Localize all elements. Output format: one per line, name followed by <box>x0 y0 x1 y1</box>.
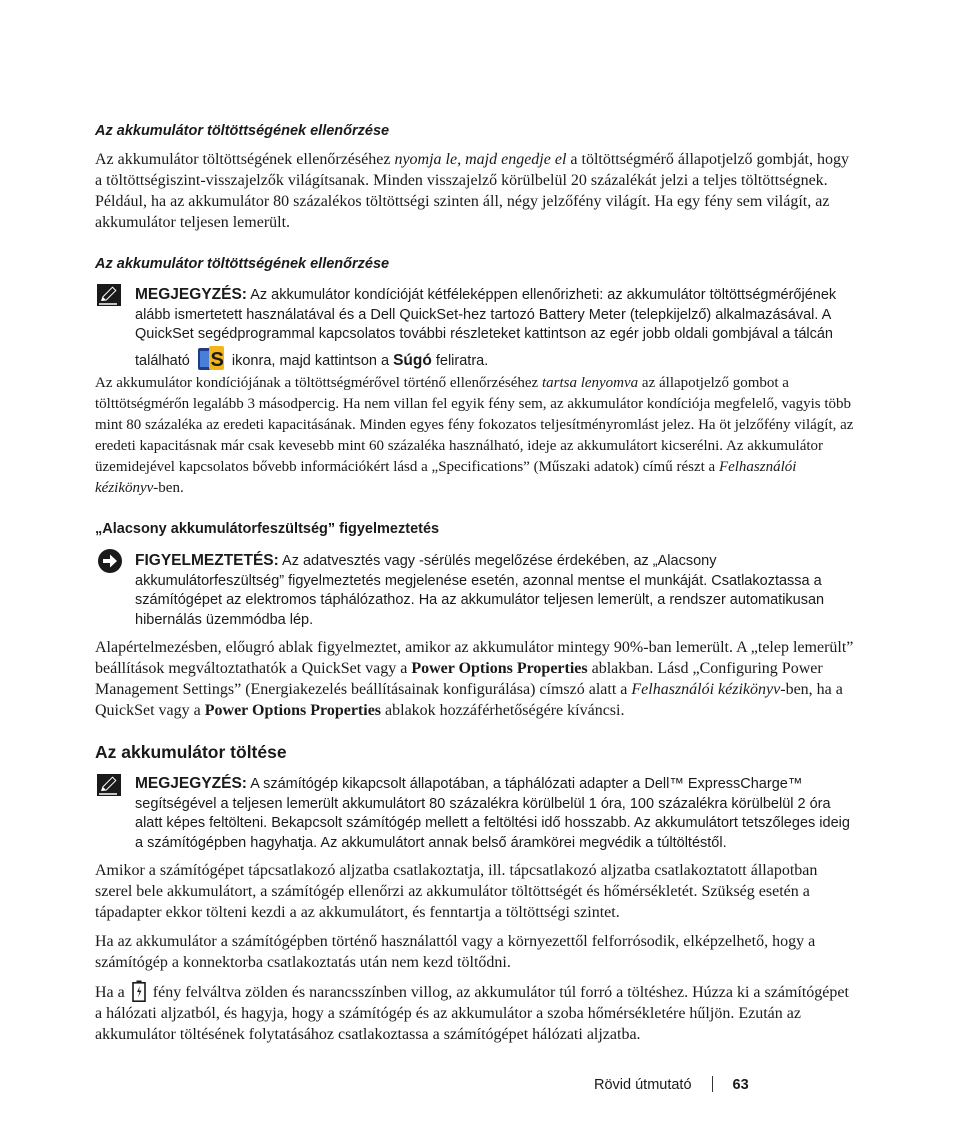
footer-separator <box>712 1076 713 1092</box>
battery-icon <box>132 980 146 1002</box>
footer-title: Rövid útmutató <box>594 1077 692 1093</box>
section-heading-low-battery: „Alacsony akkumulátorfeszültség” figyelmeztetés <box>95 521 440 537</box>
warning-low-battery: FIGYELMEZTETÉS: Az adatvesztés vagy -sérülés megelőzése érdekében, az „Alacsony akkumulátorfeszültség” figyelmeztetés megjelenése esetén, azonnal mentse el munkáját. Csatlakoztassa a számítógépet az elektromos táphálózathoz. Ha az akkumulátor teljesen lemerült, a rendszer automatikusan hibernálás üzemmódba lép. <box>135 552 825 628</box>
paragraph-charging-3: Ha a fény felváltva zölden és narancsszínben villog, az akkumulátor túl forró a töltéshez. Húzza ki a számítógépet a hálózati aljzatból, és hagyja, hogy a számítógép és az akkumulátor a szoba hőmérsékletére hűljön. Ezután az akkumulátor töltésének folytatásához csatlakoztassa a számítógépet hálózati aljzatba. <box>95 980 857 1045</box>
section-heading-charging: Az akkumulátor töltése <box>95 742 287 762</box>
note-label: MEGJEGYZÉS: <box>135 775 247 792</box>
section-heading-charge-check: Az akkumulátor töltöttségének ellenőrzése <box>95 123 390 139</box>
paragraph-low-battery: Alapértelmezésben, előugró ablak figyelmeztet, amikor az akkumulátor mintegy 90%-ban lemerült. A „telep lemerült” beállítások megváltoztathatók a QuickSet vagy a Power Options Properties ablakban. Lásd „Configuring Power Management Settings” (Energiakezelés beállításainak konfigurálása) címszó alatt a Felhasználói kézikönyv-ben, ha a QuickSet vagy a Power Options Properties ablakok hozzáférhetőségére kíváncsi. <box>95 639 854 719</box>
warning-label: FIGYELMEZTETÉS: <box>135 552 279 569</box>
note-battery-health: MEGJEGYZÉS: Az akkumulátor kondícióját kétféleképpen ellenőrizheti: az akkumulátor töltöttségmérőjének alább ismertetett használatával és a Dell QuickSet-hez tartozó Battery Meter (telepkijelző) alkalmazásával. A QuickSet segédprogrammal kapcsolatos további részleteket kattintson az egér jobb oldali gombjával a tálcán található S ikonra, majd kattintson a Súgó feliratra. <box>135 286 837 371</box>
note-label: MEGJEGYZÉS: <box>135 286 247 303</box>
page-number: 63 <box>732 1077 749 1093</box>
warning-arrow-icon <box>98 549 122 573</box>
note-expresscharge: MEGJEGYZÉS: A számítógép kikapcsolt állapotában, a táphálózati adapter a Dell™ ExpressCharge™ segítségével a teljesen lemerült akkumulátort 80 százalékra körülbelül 1 óra, 100 százalékra körülbelül 2 óra alatt képes feltölteni. Bekapcsolt számítógép mellett a feltöltési idő hosszabb. Az akkumulátort tetszőleges ideig a számítógépben hagyhatja. Az akkumulátort annak belső áramkörei megvédik a túltöltéstől. <box>135 775 850 851</box>
paragraph-health-check: Az akkumulátor kondíciójának a töltöttségmérővel történő ellenőrzéséhez tartsa lenyomva az állapotjelző gombot a tölttötségmérőn legalább 3 másodpercig. Ha nem villan fel egyik fény sem, az akkumulátor kondíciója megfelelő, vagyis több mint 80 százaléka az eredeti kapacitásának. Minden egyes fény fokozatos teljesítményromlást jelez. Ha öt jelzőfény világít, az eredeti kapacitásnak már csak kevesebb mint 60 százaléka használható, ideje az akkumulátort kicserélni. Az akkumulátor üzemidejével kapcsolatos bővebb információkért lásd a „Specifications” (Műszaki adatok) című részt a Felhasználói kézikönyv-ben. <box>95 375 854 496</box>
page-footer <box>594 1076 749 1093</box>
note-pencil-icon <box>97 774 121 796</box>
quickset-icon <box>196 345 226 373</box>
svg-text:S: S <box>210 348 224 371</box>
section-heading-health-check: Az akkumulátor töltöttségének ellenőrzése <box>95 256 390 272</box>
paragraph-charging-1: Amikor a számítógépet tápcsatlakozó aljzatba csatlakoztatja, ill. tápcsatlakozó aljzatba csatlakoztatott állapotban szerel bele akkumulátort, a számítógép ellenőrzi az akkumulátor töltöttségét és hőmérsékletét. Szükség esetén a tápadapter ekkor tölteni kezdi a az akkumulátort, és fenntartja a töltöttségi szintet. <box>95 862 818 921</box>
paragraph-charge-check: Az akkumulátor töltöttségének ellenőrzéséhez nyomja le, majd engedje el a töltöttségmérő állapotjelző gombját, hogy a töltöttségiszint-visszajelzők világítsanak. Minden visszajelző körülbelül 20 százalékát jelzi a teljes töltöttségnek. Például, ha az akkumulátor 80 százalékos töltöttségi szinten áll, négy jelzőfény világít. Ha egy fény sem világít, az akkumulátor teljesen lemerült. <box>95 151 849 231</box>
note-pencil-icon <box>97 284 121 306</box>
paragraph-charging-2: Ha az akkumulátor a számítógépben történő használattól vagy a környezettől felforrósodik, elképzelhető, hogy a számítógép a konnektorba csatlakoztatás után nem kezd töltődni. <box>95 933 816 971</box>
